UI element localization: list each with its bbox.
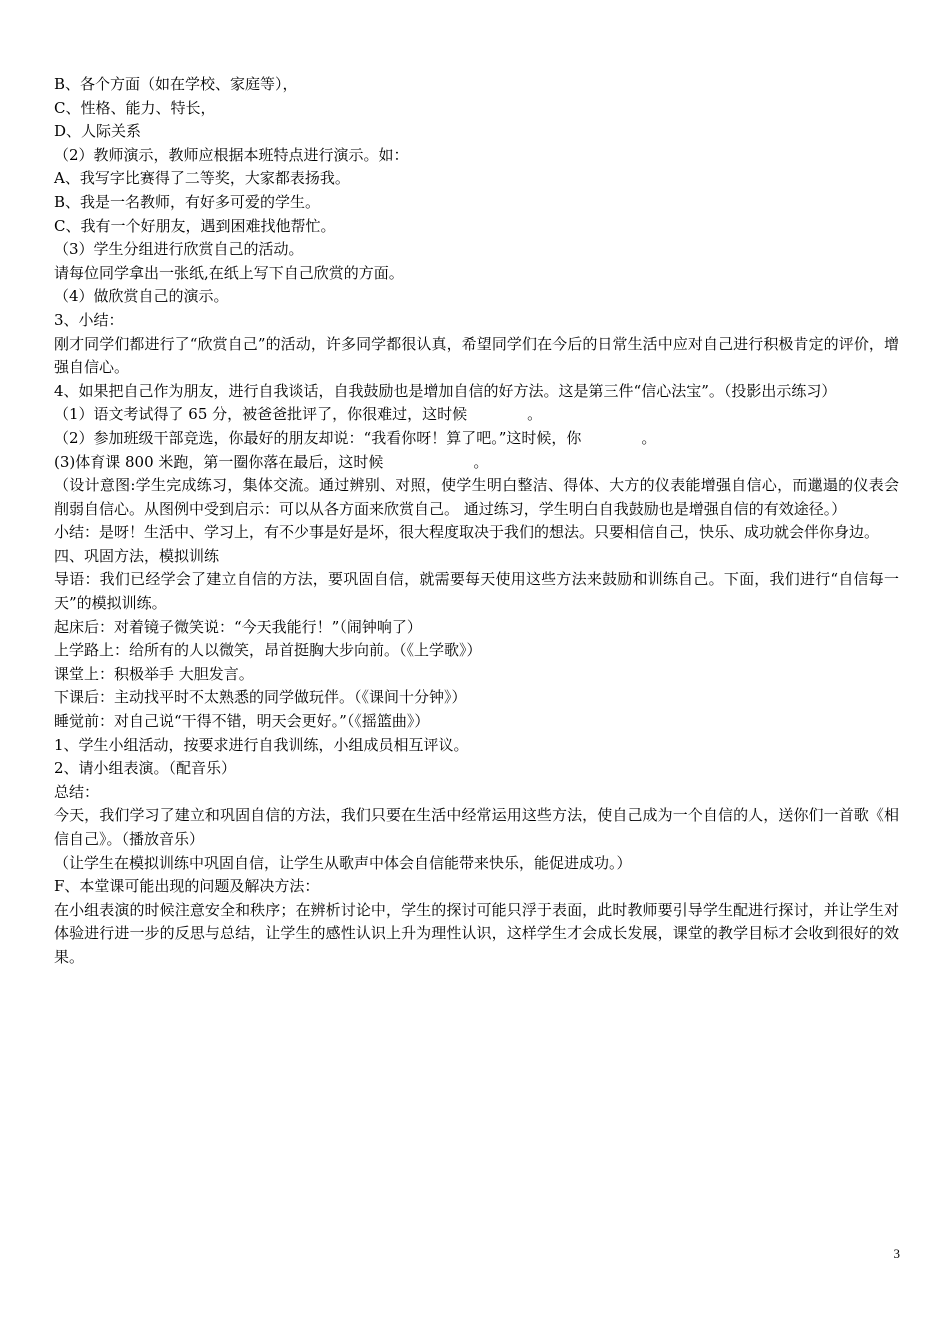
paragraph: 1、学生小组活动，按要求进行自我训练，小组成员相互评议。 [54,735,469,754]
paragraph: （1）语文考试得了 65 分，被爸爸批评了，你很难过，这时候 。 [54,405,543,424]
paragraph: （让学生在模拟训练中巩固自信，让学生从歌声中体会自信能带来快乐，能促进成功。） [54,853,632,872]
paragraph: B、各个方面（如在学校、家庭等）， [54,75,298,93]
paragraph: 3、小结： [54,310,124,329]
paragraph: 课堂上：积极举手 大胆发言。 [54,664,254,683]
paragraph: 刚才同学们都进行了“欣赏自己”的活动，许多同学都很认真，希望同学们在今后的日常生活中应对自己进行积极肯定的评价，增强自信心。 [54,334,899,377]
paragraph: 4、如果把自己作为朋友，进行自我谈话，自我鼓励也是增加自信的好方法。这是第三件“信心法宝”。（投影出示练习） [54,381,837,400]
paragraph: 总结： [54,782,100,801]
paragraph: D、人际关系 [54,122,142,141]
paragraph: (3)体育课 800 米跑，第一圈你落在最后，这时候 。 [54,452,489,471]
paragraph: （2）教师演示，教师应根据本班特点进行演示。如： [54,145,409,164]
paragraph: C、我有一个好朋友，遇到困难找他帮忙。 [54,216,336,235]
paragraph: 起床后：对着镜子微笑说：“今天我能行！”（闹钟响了） [54,617,422,636]
paragraph: （设计意图:学生完成练习，集体交流。通过辨别、对照，使学生明白整洁、得体、大方的仪表能增强自信心，而邋遢的仪表会削弱自信心。从图例中受到启示：可以从各方面来欣赏自己。 通过练习，学生明白自我鼓励也是增强自信的有效途径。） [54,476,899,518]
paragraph: 上学路上：给所有的人以微笑，昂首挺胸大步向前。（《上学歌》） [54,641,482,660]
paragraph: 请每位同学拿出一张纸,在纸上写下自己欣赏的方面。 [54,263,404,282]
paragraph: A、我写字比赛得了二等奖，大家都表扬我。 [54,169,350,188]
document-body [54,73,899,970]
paragraph: B、我是一名教师，有好多可爱的学生。 [54,192,321,211]
paragraph: （4）做欣赏自己的演示。 [54,287,229,306]
paragraph: F、本堂课可能出现的问题及解决方法： [54,877,320,896]
paragraph: 下课后：主动找平时不太熟悉的同学做玩伴。（《课间十分钟》） [54,688,467,707]
paragraph: 在小组表演的时候注意安全和秩序；在辨析讨论中，学生的探讨可能只浮于表面，此时教师要引导学生配进行探讨，并让学生对体验进行进一步的反思与总结，让学生的感性认识上升为理性认识，这样学生才会成长发展，课堂的教学目标才会收到很好的效果。 [54,900,899,966]
paragraph: 小结：是呀！生活中、学习上，有不少事是好是坏，很大程度取决于我们的想法。只要相信自己，快乐、成功就会伴你身边。 [54,523,880,542]
paragraph: C、性格、能力、特长， [54,98,216,117]
paragraph: 今天，我们学习了建立和巩固自信的方法，我们只要在生活中经常运用这些方法，使自己成为一个自信的人，送你们一首歌《相信自己》。（播放音乐） [54,806,899,848]
paragraph: 睡觉前：对自己说“干得不错，明天会更好。”（《摇篮曲》） [54,712,430,731]
paragraph: 2、请小组表演。（配音乐） [54,759,237,778]
paragraph: 导语：我们已经学会了建立自信的方法，要巩固自信，就需要每天使用这些方法来鼓励和训练自己。下面，我们进行“自信每一天”的模拟训练。 [54,570,899,613]
paragraph: （2）参加班级干部竞选，你最好的朋友却说：“我看你呀！算了吧。”这时候，你 。 [54,428,657,447]
paragraph: （3）学生分组进行欣赏自己的活动。 [54,240,304,259]
paragraph: 四、巩固方法，模拟训练 [54,546,220,565]
page-number: 3 [893,1246,900,1261]
